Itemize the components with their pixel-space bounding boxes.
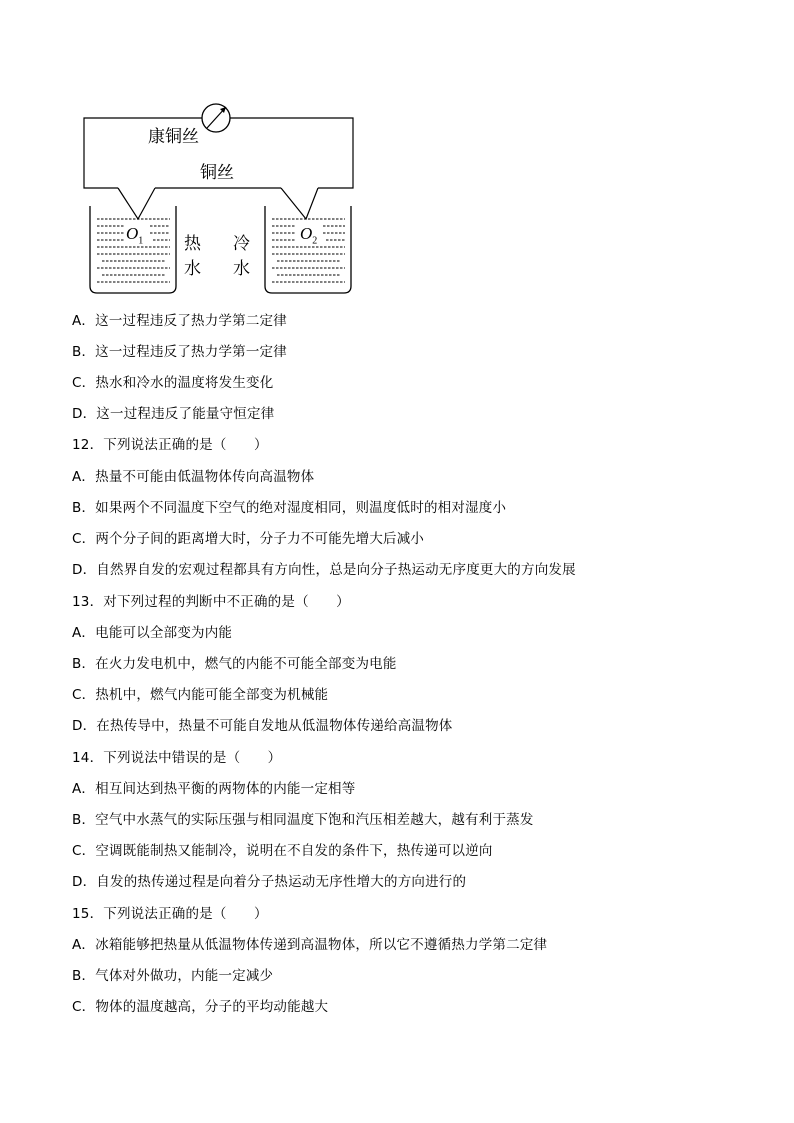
question-stem: 12．下列说法正确的是（ ） <box>72 437 268 453</box>
constantan-wire-label: 康铜丝 <box>148 127 199 147</box>
copper-wire-label: 铜丝 <box>200 163 234 183</box>
option-line: D．在热传导中，热量不可能自发地从低温物体传递给高温物体 <box>72 718 453 734</box>
junction-2-wires <box>281 188 318 219</box>
question-stem: 14．下列说法中错误的是（ ） <box>72 750 282 766</box>
option-line: B．在火力发电机中，燃气的内能不可能全部变为电能 <box>72 656 397 672</box>
cold-label-2: 水 <box>233 259 250 279</box>
option-line: B．空气中水蒸气的实际压强与相同温度下饱和汽压相差越大，越有利于蒸发 <box>72 812 534 828</box>
junction-2-label: $O_2$ <box>300 224 318 247</box>
circuit-diagram <box>80 96 370 301</box>
option-line: A．相互间达到热平衡的两物体的内能一定相等 <box>72 781 356 797</box>
junction-1-label: $O_1$ <box>126 224 144 247</box>
galvanometer-icon <box>202 104 230 132</box>
junction-1-wires <box>118 188 155 219</box>
option-line: D．这一过程违反了能量守恒定律 <box>72 406 275 422</box>
question-stem: 13．对下列过程的判断中不正确的是（ ） <box>72 594 350 610</box>
option-line: C．物体的温度越高，分子的平均动能越大 <box>72 999 329 1015</box>
option-line: C．两个分子间的距离增大时，分子力不可能先增大后减小 <box>72 531 425 547</box>
option-line: B．这一过程违反了热力学第一定律 <box>72 344 287 360</box>
copper-wire-top <box>230 118 353 188</box>
question-stem: 15．下列说法正确的是（ ） <box>72 906 268 922</box>
option-line: B．如果两个不同温度下空气的绝对湿度相同，则温度低时的相对湿度小 <box>72 500 507 516</box>
option-line: A．这一过程违反了热力学第二定律 <box>72 313 287 329</box>
option-line: C．热水和冷水的温度将发生变化 <box>72 375 274 391</box>
option-line: A．热量不可能由低温物体传向高温物体 <box>72 469 315 485</box>
hot-label-2: 水 <box>184 259 201 279</box>
option-line: B．气体对外做功，内能一定减少 <box>72 968 274 984</box>
option-line: C．空调既能制热又能制冷，说明在不自发的条件下，热传递可以逆向 <box>72 843 493 859</box>
thermocouple-figure <box>80 96 370 301</box>
option-line: D．自然界自发的宏观过程都具有方向性，总是向分子热运动无序度更大的方向发展 <box>72 562 576 578</box>
option-line: C．热机中，燃气内能可能全部变为机械能 <box>72 687 329 703</box>
cold-label-1: 冷 <box>233 234 250 254</box>
option-line: D．自发的热传递过程是向着分子热运动无序性增大的方向进行的 <box>72 874 467 890</box>
option-line: A．电能可以全部变为内能 <box>72 625 233 641</box>
option-line: A．冰箱能够把热量从低温物体传递到高温物体，所以它不遵循热力学第二定律 <box>72 937 548 953</box>
hot-label-1: 热 <box>184 234 201 254</box>
